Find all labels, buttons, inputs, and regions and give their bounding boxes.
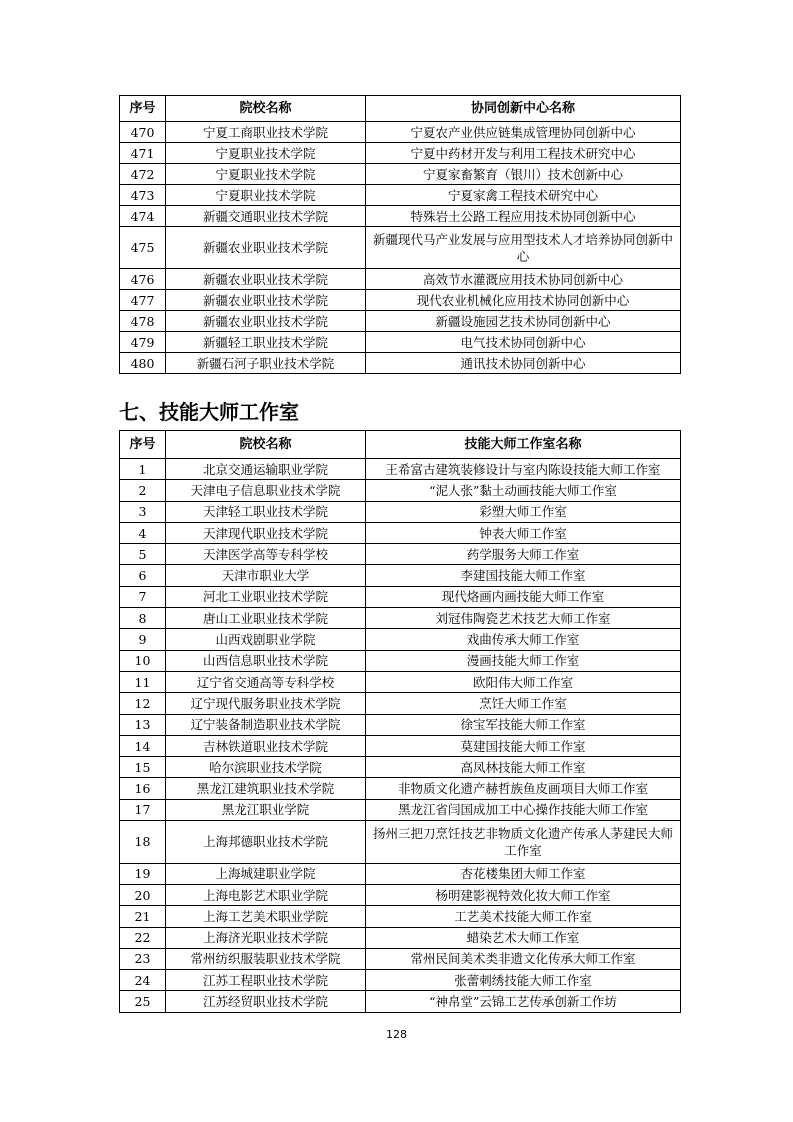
center-name-cell: 宁夏中药材开发与利用工程技术研究中心	[366, 143, 681, 164]
serial-cell: 8	[120, 608, 166, 629]
serial-cell: 7	[120, 586, 166, 607]
studio-name-cell: 烹饪大师工作室	[366, 693, 681, 714]
table-row	[120, 799, 681, 820]
serial-cell: 22	[120, 927, 166, 948]
serial-cell: 12	[120, 693, 166, 714]
serial-cell: 470	[120, 122, 166, 143]
serial-cell: 5	[120, 544, 166, 565]
school-name-cell: 上海济光职业技术学院	[166, 927, 366, 948]
school-name-cell: 上海城建职业学院	[166, 863, 366, 884]
serial-cell: 474	[120, 206, 166, 227]
center-name-cell: 通讯技术协同创新中心	[366, 353, 681, 374]
school-name-cell: 新疆石河子职业技术学院	[166, 353, 366, 374]
serial-cell: 17	[120, 799, 166, 820]
school-name-cell: 新疆农业职业技术学院	[166, 227, 366, 269]
serial-cell: 24	[120, 970, 166, 991]
table-row	[120, 206, 681, 227]
studio-name-cell: 张蕾刺绣技能大师工作室	[366, 970, 681, 991]
center-name-cell: 新疆现代马产业发展与应用型技术人才培养协同创新中心	[366, 227, 681, 269]
studio-name-cell: 徐宝军技能大师工作室	[366, 714, 681, 735]
page-number: 128	[386, 1028, 407, 1041]
header-serial: 序号	[120, 96, 166, 122]
studio-name-cell: 欧阳伟大师工作室	[366, 671, 681, 692]
center-name-cell: 宁夏家禽工程技术研究中心	[366, 185, 681, 206]
serial-cell: 11	[120, 671, 166, 692]
table-row	[120, 143, 681, 164]
table-row	[120, 778, 681, 799]
school-name-cell: 新疆农业职业技术学院	[166, 311, 366, 332]
studio-name-cell: 莫建国技能大师工作室	[366, 735, 681, 756]
serial-cell: 480	[120, 353, 166, 374]
table-row	[120, 501, 681, 522]
table-row	[120, 863, 681, 884]
serial-cell: 9	[120, 629, 166, 650]
school-name-cell: 天津市职业大学	[166, 565, 366, 586]
center-name-cell: 新疆设施园艺技术协同创新中心	[366, 311, 681, 332]
serial-cell: 473	[120, 185, 166, 206]
table-row	[120, 991, 681, 1012]
school-name-cell: 吉林铁道职业技术学院	[166, 735, 366, 756]
serial-cell: 19	[120, 863, 166, 884]
school-name-cell: 宁夏职业技术学院	[166, 143, 366, 164]
school-name-cell: 江苏经贸职业技术学院	[166, 991, 366, 1012]
serial-cell: 472	[120, 164, 166, 185]
table-row	[120, 459, 681, 480]
school-name-cell: 江苏工程职业技术学院	[166, 970, 366, 991]
studio-name-cell: 工艺美术技能大师工作室	[366, 906, 681, 927]
serial-cell: 478	[120, 311, 166, 332]
serial-cell: 1	[120, 459, 166, 480]
studio-name-cell: 药学服务大师工作室	[366, 544, 681, 565]
table-header-row	[120, 96, 681, 122]
studio-name-cell: 黑龙江省闫国成加工中心操作技能大师工作室	[366, 799, 681, 820]
header-school: 院校名称	[166, 96, 366, 122]
table-row	[120, 757, 681, 778]
table-row	[120, 544, 681, 565]
school-name-cell: 黑龙江建筑职业技术学院	[166, 778, 366, 799]
school-name-cell: 唐山工业职业技术学院	[166, 608, 366, 629]
table-row	[120, 650, 681, 671]
center-name-cell: 特殊岩土公路工程应用技术协同创新中心	[366, 206, 681, 227]
school-name-cell: 上海工艺美术职业学院	[166, 906, 366, 927]
school-name-cell: 宁夏职业技术学院	[166, 164, 366, 185]
studio-name-cell: 刘冠伟陶瓷艺术技艺大师工作室	[366, 608, 681, 629]
serial-cell: 25	[120, 991, 166, 1012]
table-row	[120, 608, 681, 629]
table-row	[120, 311, 681, 332]
school-name-cell: 山西信息职业技术学院	[166, 650, 366, 671]
table-row	[120, 927, 681, 948]
table-row	[120, 714, 681, 735]
serial-cell: 2	[120, 480, 166, 501]
table-row	[120, 290, 681, 311]
section-heading: 七、技能大师工作室	[119, 400, 299, 424]
studio-name-cell: 李建国技能大师工作室	[366, 565, 681, 586]
serial-cell: 20	[120, 884, 166, 905]
center-name-cell: 高效节水灌溉应用技术协同创新中心	[366, 269, 681, 290]
table-row	[120, 693, 681, 714]
serial-cell: 479	[120, 332, 166, 353]
table-row	[120, 884, 681, 905]
serial-cell: 23	[120, 948, 166, 969]
school-name-cell: 新疆交通职业技术学院	[166, 206, 366, 227]
studio-name-cell: 杏花楼集团大师工作室	[366, 863, 681, 884]
table-row	[120, 629, 681, 650]
school-name-cell: 常州纺织服装职业技术学院	[166, 948, 366, 969]
school-name-cell: 哈尔滨职业技术学院	[166, 757, 366, 778]
school-name-cell: 天津现代职业技术学院	[166, 522, 366, 543]
table-row	[120, 164, 681, 185]
serial-cell: 18	[120, 821, 166, 864]
header-serial: 序号	[120, 431, 166, 459]
school-name-cell: 黑龙江职业学院	[166, 799, 366, 820]
studio-name-cell: 常州民间美术类非遗文化传承大师工作室	[366, 948, 681, 969]
table-header-row	[120, 431, 681, 459]
school-name-cell: 新疆农业职业技术学院	[166, 290, 366, 311]
serial-cell: 21	[120, 906, 166, 927]
studio-name-cell: “神帛堂”云锦工艺传承创新工作坊	[366, 991, 681, 1012]
school-name-cell: 上海邦德职业技术学院	[166, 821, 366, 864]
studio-name-cell: 钟表大师工作室	[366, 522, 681, 543]
school-name-cell: 山西戏剧职业学院	[166, 629, 366, 650]
center-name-cell: 现代农业机械化应用技术协同创新中心	[366, 290, 681, 311]
master-studio-table	[119, 430, 681, 1013]
serial-cell: 471	[120, 143, 166, 164]
studio-name-cell: 彩塑大师工作室	[366, 501, 681, 522]
school-name-cell: 辽宁省交通高等专科学校	[166, 671, 366, 692]
serial-cell: 16	[120, 778, 166, 799]
studio-name-cell: 王希富古建筑装修设计与室内陈设技能大师工作室	[366, 459, 681, 480]
serial-cell: 13	[120, 714, 166, 735]
table-row	[120, 353, 681, 374]
studio-name-cell: 漫画技能大师工作室	[366, 650, 681, 671]
school-name-cell: 辽宁现代服务职业技术学院	[166, 693, 366, 714]
table-row	[120, 586, 681, 607]
school-name-cell: 北京交通运输职业学院	[166, 459, 366, 480]
table-row	[120, 269, 681, 290]
table-row	[120, 480, 681, 501]
school-name-cell: 辽宁装备制造职业技术学院	[166, 714, 366, 735]
school-name-cell: 新疆农业职业技术学院	[166, 269, 366, 290]
serial-cell: 6	[120, 565, 166, 586]
studio-name-cell: 杨明建影视特效化妆大师工作室	[366, 884, 681, 905]
studio-name-cell: 现代烙画内画技能大师工作室	[366, 586, 681, 607]
school-name-cell: 天津轻工职业技术学院	[166, 501, 366, 522]
center-name-cell: 电气技术协同创新中心	[366, 332, 681, 353]
header-studio: 技能大师工作室名称	[366, 431, 681, 459]
serial-cell: 4	[120, 522, 166, 543]
studio-name-cell: 扬州三把刀烹饪技艺非物质文化遗产传承人茅建民大师工作室	[366, 821, 681, 864]
header-school: 院校名称	[166, 431, 366, 459]
studio-name-cell: 蜡染艺术大师工作室	[366, 927, 681, 948]
school-name-cell: 河北工业职业技术学院	[166, 586, 366, 607]
table-row	[120, 227, 681, 269]
serial-cell: 3	[120, 501, 166, 522]
studio-name-cell: 高凤林技能大师工作室	[366, 757, 681, 778]
school-name-cell: 宁夏职业技术学院	[166, 185, 366, 206]
table-row	[120, 565, 681, 586]
header-center: 协同创新中心名称	[366, 96, 681, 122]
serial-cell: 477	[120, 290, 166, 311]
studio-name-cell: “泥人张”黏土动画技能大师工作室	[366, 480, 681, 501]
serial-cell: 14	[120, 735, 166, 756]
serial-cell: 476	[120, 269, 166, 290]
center-name-cell: 宁夏农产业供应链集成管理协同创新中心	[366, 122, 681, 143]
table-row	[120, 735, 681, 756]
table-row	[120, 948, 681, 969]
school-name-cell: 天津医学高等专科学校	[166, 544, 366, 565]
school-name-cell: 上海电影艺术职业学院	[166, 884, 366, 905]
table-row	[120, 332, 681, 353]
table-row	[120, 970, 681, 991]
table-row	[120, 671, 681, 692]
school-name-cell: 宁夏工商职业技术学院	[166, 122, 366, 143]
table-row	[120, 906, 681, 927]
school-name-cell: 新疆轻工职业技术学院	[166, 332, 366, 353]
studio-name-cell: 非物质文化遗产赫哲族鱼皮画项目大师工作室	[366, 778, 681, 799]
center-name-cell: 宁夏家畜繁育（银川）技术创新中心	[366, 164, 681, 185]
table-row	[120, 122, 681, 143]
table-row	[120, 185, 681, 206]
table-row	[120, 522, 681, 543]
studio-name-cell: 戏曲传承大师工作室	[366, 629, 681, 650]
serial-cell: 10	[120, 650, 166, 671]
school-name-cell: 天津电子信息职业技术学院	[166, 480, 366, 501]
serial-cell: 475	[120, 227, 166, 269]
innovation-center-table	[119, 95, 681, 374]
table-row	[120, 821, 681, 864]
serial-cell: 15	[120, 757, 166, 778]
